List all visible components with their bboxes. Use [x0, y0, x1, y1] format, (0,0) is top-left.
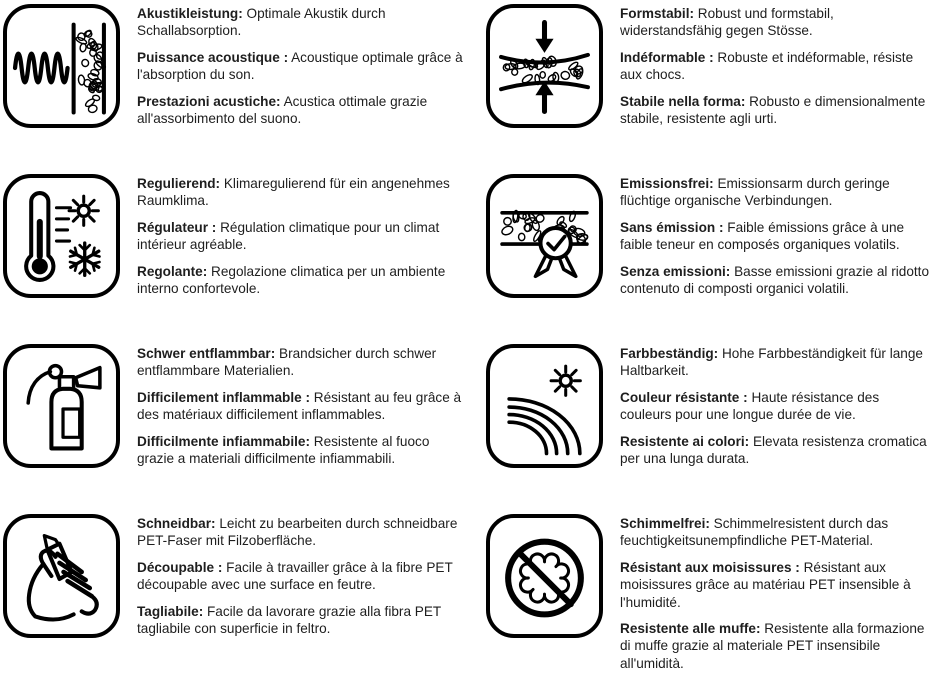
feature-tile-schneidbar — [3, 514, 486, 680]
feature-label: Farbbeständig: — [620, 346, 719, 361]
feature-text: Elevata resistenza cromatica per una lunga durata. — [620, 433, 927, 467]
feature-paragraph-fr — [137, 49, 468, 84]
feature-text-block — [120, 4, 486, 136]
feature-text-block — [603, 4, 936, 136]
feature-paragraph-de — [620, 515, 934, 550]
feature-paragraph-de — [137, 345, 468, 380]
feature-text: Leicht zu bearbeiten durch schneidbare PET-Faser mit Filzoberfläche. — [137, 516, 458, 549]
feature-paragraph-de — [137, 515, 468, 550]
feature-paragraph-de — [137, 5, 468, 40]
feature-tile-regulierend — [3, 174, 486, 344]
low-emission-certificate-icon — [486, 174, 603, 298]
feature-text: Facile à travailler grâce à la fibre PET découpable avec une surface en feutre. — [137, 559, 453, 593]
feature-label: Puissance acoustique : — [137, 49, 289, 65]
fire-extinguisher-icon — [3, 344, 120, 468]
feature-label: Stabile nella forma: — [620, 93, 746, 109]
color-fastness-icon — [486, 344, 603, 468]
feature-text: Emissionsarm durch geringe flüchtige organische Verbindungen. — [620, 176, 890, 209]
feature-paragraph-it — [137, 603, 468, 638]
feature-label: Indéformable : — [620, 49, 714, 65]
feature-text: Brandsicher durch schwer entflammbare Materialien. — [137, 346, 437, 379]
feature-text: Robusto e dimensionalmente stabile, resistente agli urti. — [620, 93, 926, 127]
feature-text: Schimmelresistent durch das feuchtigkeitsunempfindliche PET-Material. — [620, 516, 889, 549]
feature-paragraph-de — [620, 5, 934, 40]
feature-tile-emissionsfrei — [486, 174, 936, 344]
feature-text-block — [120, 514, 486, 646]
feature-paragraph-fr — [620, 389, 934, 424]
feature-label: Resistente alle muffe: — [620, 621, 761, 637]
feature-text-block — [603, 174, 936, 306]
feature-tile-acoustic — [3, 4, 486, 174]
hand-cutter-icon — [3, 514, 120, 638]
feature-paragraph-it — [620, 620, 934, 672]
feature-text-block — [603, 514, 936, 680]
feature-paragraph-de — [137, 175, 468, 210]
feature-text: Basse emissioni grazie al ridotto contenuto di composti organici volatili. — [620, 263, 930, 297]
feature-paragraph-it — [137, 263, 468, 298]
feature-text: Hohe Farbbeständigkeit für lange Haltbarkeit. — [620, 346, 923, 379]
feature-label: Akustikleistung: — [137, 6, 243, 21]
feature-label: Regolante: — [137, 263, 208, 279]
feature-label: Sans émission : — [620, 219, 724, 235]
feature-text-block — [603, 344, 936, 476]
feature-paragraph-it — [620, 263, 934, 298]
feature-tile-schwer-entflammbar — [3, 344, 486, 514]
feature-label: Tagliabile: — [137, 603, 204, 619]
sound-absorption-icon — [3, 4, 120, 128]
feature-tile-farbbestaendig — [486, 344, 936, 514]
feature-label: Senza emissioni: — [620, 263, 731, 279]
feature-paragraph-it — [137, 93, 468, 128]
no-mold-icon — [486, 514, 603, 638]
feature-label: Formstabil: — [620, 6, 695, 21]
feature-text: Résistant aux moisissures grâce au matériau PET insensible à l'humidité. — [620, 559, 911, 610]
feature-text: Résistant au feu grâce à des matériaux difficilement inflammables. — [137, 389, 462, 423]
feature-label: Resistente ai colori: — [620, 433, 750, 449]
feature-paragraph-de — [620, 175, 934, 210]
feature-label: Prestazioni acustiche: — [137, 93, 281, 109]
feature-paragraph-de — [620, 345, 934, 380]
feature-text: Optimale Akustik durch Schallabsorption. — [137, 6, 386, 39]
feature-label: Résistant aux moisissures : — [620, 559, 800, 575]
feature-paragraph-fr — [137, 559, 468, 594]
feature-label: Couleur résistante : — [620, 389, 748, 405]
feature-text-block — [120, 174, 486, 306]
feature-paragraph-fr — [137, 389, 468, 424]
feature-text: Haute résistance des couleurs pour une longue durée de vie. — [620, 389, 880, 423]
feature-tile-schimmelfrei — [486, 514, 936, 680]
feature-label: Découpable : — [137, 559, 223, 575]
climate-regulation-icon — [3, 174, 120, 298]
feature-text: Facile da lavorare grazie alla fibra PET tagliabile con superficie in feltro. — [137, 603, 441, 637]
feature-paragraph-fr — [620, 49, 934, 84]
feature-text-block — [120, 344, 486, 476]
feature-label: Schwer entflammbar: — [137, 346, 276, 361]
feature-text: Acoustique optimale grâce à l'absorption du son. — [137, 49, 463, 83]
feature-label: Régulateur : — [137, 219, 217, 235]
feature-label: Schneidbar: — [137, 516, 216, 531]
feature-label: Regulierend: — [137, 176, 221, 191]
feature-text: Klimaregulierend für ein angenehmes Raumklima. — [137, 176, 450, 209]
feature-text: Acustica ottimale grazie all'assorbimento del suono. — [137, 93, 428, 127]
feature-label: Difficilmente infiammabile: — [137, 433, 310, 449]
feature-text: Faible émissions grâce à une faible teneur en composés organiques volatils. — [620, 219, 905, 253]
compression-resistance-icon — [486, 4, 603, 128]
feature-label: Schimmelfrei: — [620, 516, 710, 531]
feature-label: Emissionsfrei: — [620, 176, 714, 191]
feature-text: Resistente alla formazione di muffe grazie al materiale PET insensibile all'umidità. — [620, 621, 925, 671]
feature-paragraph-it — [137, 433, 468, 468]
feature-text: Régulation climatique pour un climat intérieur agréable. — [137, 219, 440, 253]
feature-paragraph-fr — [620, 219, 934, 254]
feature-text: Robust und formstabil, widerstandsfähig gegen Stösse. — [620, 6, 834, 39]
feature-paragraph-it — [620, 93, 934, 128]
feature-text: Resistente al fuoco grazie a materiali difficilmente infiammabili. — [137, 433, 430, 467]
feature-text: Robuste et indéformable, résiste aux chocs. — [620, 49, 914, 83]
feature-text: Regolazione climatica per un ambiente interno confortevole. — [137, 263, 446, 297]
feature-paragraph-fr — [620, 559, 934, 611]
feature-paragraph-it — [620, 433, 934, 468]
feature-tile-formstabil — [486, 4, 936, 174]
feature-label: Difficilement inflammable : — [137, 389, 310, 405]
feature-paragraph-fr — [137, 219, 468, 254]
